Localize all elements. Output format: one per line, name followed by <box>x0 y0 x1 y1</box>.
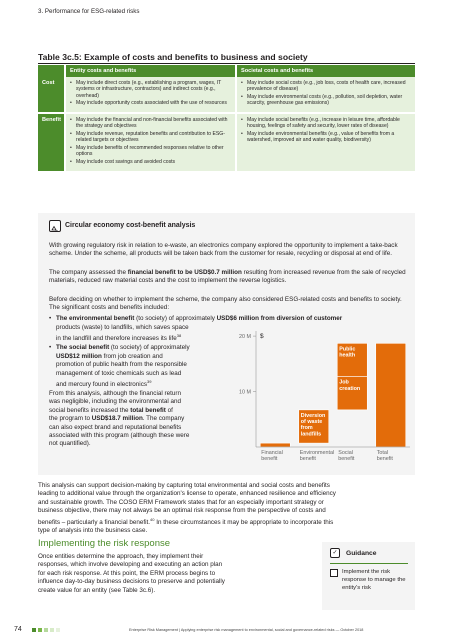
column-header <box>38 65 65 77</box>
list-item-line: in the landfill and therefore increases its life$^{38}$ <box>56 333 182 343</box>
panel-paragraph: The company assessed the financial benefit to be USD$0.7 million resulting from increased revenue from the sale of recycled materials, reduced raw material costs and the cost to implement the reverse logistics. <box>49 269 406 285</box>
benefit-waterfall-chart <box>222 317 412 467</box>
bar-label: Public <box>339 346 356 353</box>
running-header: 3. Performance for ESG-related risks <box>38 8 140 15</box>
column-header: Entity costs and benefits <box>65 65 236 77</box>
case-study-panel <box>38 213 415 475</box>
table-title: Table 3c.5: Example of costs and benefits to business and society <box>38 52 308 62</box>
footer-text: Enterprise Risk Management | Applying enterprise risk management to environmental, social and governance-related risks — October 2018 <box>129 628 364 632</box>
panel-paragraph: With growing regulatory risk in relation to e-waste, an electronics company explored the opportunity to implement a take-back scheme. Under the scheme, all products will be taken back from the customer for resale, recycling or disposal at end of life. <box>49 242 398 258</box>
page-number: 74 <box>14 626 22 633</box>
bar-label: of waste <box>300 419 323 426</box>
y-tick-label: 20 M <box>239 334 251 341</box>
panel-paragraph: Before deciding on whether to implement the scheme, the company also considered ESG-related costs and benefits to society. The significant costs and benefits included: <box>49 296 402 312</box>
table-row <box>38 113 415 172</box>
guidance-title: Guidance <box>346 550 377 557</box>
row-label: Cost <box>38 77 65 113</box>
bar-label: Job <box>339 379 349 386</box>
table-cell <box>236 77 415 113</box>
recycle-icon <box>49 220 61 232</box>
list-item: • May include the financial and non-financial benefits associated with the strategy and objectives <box>70 117 231 130</box>
list-item: • May include social costs (e.g., job loss, costs of health care, increased prevalence of disease) <box>241 80 411 93</box>
list-item: • May include revenue, reputation benefits and contribution to ESG-related targets or objectives <box>70 131 231 144</box>
column-header: Societal costs and benefits <box>236 65 415 77</box>
guidance-text: Implement the risk response to manage the entity's risk <box>342 569 406 591</box>
checkmark-icon: ✓ <box>330 548 340 558</box>
y-axis-label: $ <box>260 333 264 341</box>
list-item-line: management of toxic chemicals such as lead <box>56 369 182 377</box>
divider <box>330 563 408 564</box>
footer-square <box>44 628 48 632</box>
footer-square <box>38 628 42 632</box>
footer-square <box>56 628 60 632</box>
x-tick-label: benefit <box>376 456 393 463</box>
after-panel-paragraph: This analysis can support decision-making by capturing total environmental and social costs and benefits leading to additional value through the organization's license to operate, enhanced resilience and efficiency and sustainable growth. The COSO ERM Framework states that for an especially important strategy or business objective, there may not always be an optimal risk response from the perspective of costs and benefits – particularly a financial benefit.$^{40}$ In these circumstances it may be appropriate to incorporate this type of analysis into the business case. <box>38 482 336 535</box>
cost-benefit-table <box>38 65 415 173</box>
x-tick-label: benefit <box>299 456 316 463</box>
bar-label: creation <box>339 385 361 392</box>
x-tick-label: Total <box>376 450 389 456</box>
x-tick-label: Financial <box>261 450 283 456</box>
list-item: • May include direct costs (e.g., establishing a program, wages, IT systems or infrastructure, contractors) and indirect costs (e.g., overhead) <box>70 80 231 99</box>
list-item: • The social benefit (to society) of approximately <box>49 344 229 352</box>
list-item: • May include social benefits (e.g., increase in leisure time, affordable housing, feelings of safety and security, lower rates of disease) <box>241 117 411 130</box>
panel-paragraph: From this analysis, although the financial return was negligible, including the environmental and social benefits increased the total benefit of the program to USD$18.7 million. The company can also expect brand and reputational benefits associated with this program (although these were not quantified). <box>49 390 190 448</box>
list-item-line: products (waste) to landfills, which saves space <box>56 323 189 331</box>
bar-label: landfills <box>300 431 322 438</box>
list-item: • May include environmental benefits (e.g., value of benefits from a watershed, improved air and water quality, biodiversity) <box>241 131 411 144</box>
table-header-row <box>38 65 415 77</box>
list-item: • May include cost savings and avoided costs <box>70 159 231 165</box>
panel-title: Circular economy cost-benefit analysis <box>65 222 196 229</box>
x-tick-label: Environmental <box>299 450 335 456</box>
footer-square <box>50 628 54 632</box>
list-item: • The environmental benefit (to society) of approximately USD$6 million from diversion of customer <box>49 315 409 323</box>
x-tick-label: Social <box>338 450 353 456</box>
row-label: Benefit <box>38 113 65 172</box>
list-item-line: and mercury found in electronics$^{39}$ <box>56 379 152 389</box>
chart-bar <box>376 343 406 447</box>
section-paragraph: Once entities determine the approach, they implement their responses, which involve developing and executing an action plan for each risk response. At this point, the ERM process begins to influence day-to-day business decisions to preserve and potentially create value for an entity (see Table 3c.6). <box>38 553 225 594</box>
chart-bar <box>260 443 290 447</box>
bar-label: from <box>300 425 313 432</box>
section-title: Implementing the risk response <box>38 538 171 549</box>
list-item: • May include opportunity costs associated with the use of resources <box>70 100 231 106</box>
bar-label: health <box>339 352 356 359</box>
list-item: • May include benefits of recommended responses relative to other options <box>70 145 231 158</box>
guidance-checkbox[interactable] <box>330 569 338 577</box>
table-cell <box>65 113 236 172</box>
bar-label: Diversion <box>300 412 326 419</box>
list-item-line: USD$12 million from job creation and <box>56 352 163 360</box>
footer-square <box>32 628 36 632</box>
y-tick-label: 10 M <box>239 389 251 396</box>
x-tick-label: benefit <box>261 456 278 463</box>
table-cell <box>65 77 236 113</box>
x-tick-label: benefit <box>338 456 355 463</box>
table-row <box>38 77 415 113</box>
table-cell <box>236 113 415 172</box>
table-title-rule <box>38 63 415 64</box>
list-item-line: promotion of public health from the responsible <box>56 361 187 368</box>
guidance-box <box>322 542 415 610</box>
list-item: • May include environmental costs (e.g., pollution, soil depletion, water scarcity, greenhouse gas emissions) <box>241 94 411 107</box>
